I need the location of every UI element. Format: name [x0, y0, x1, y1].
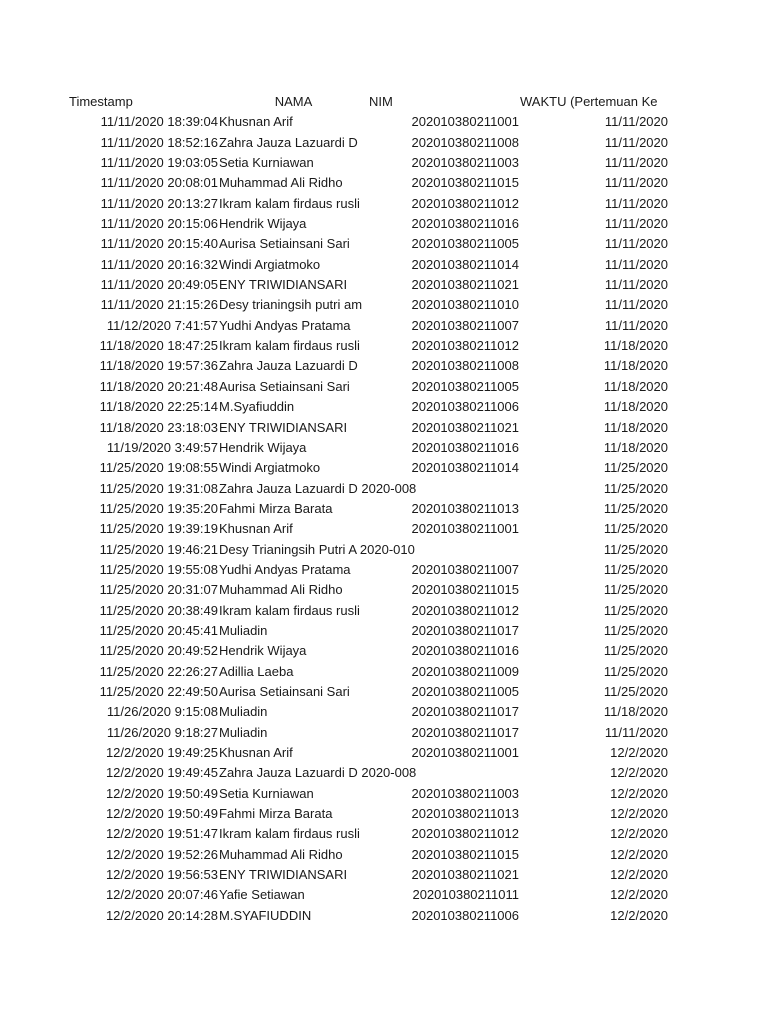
- table-row: [0, 601, 768, 621]
- cell-nim: 202010380211014: [411, 460, 519, 476]
- cell-nama: Aurisa Setiainsani Sari: [219, 683, 350, 699]
- cell-timestamp: 12/2/2020 19:49:25: [105, 745, 218, 760]
- table-row: [0, 804, 768, 824]
- table-row: [0, 133, 768, 153]
- table-body: [0, 112, 768, 926]
- cell-nim: 202010380211016: [411, 439, 519, 455]
- cell-nama: Yudhi Andyas Pratama: [219, 317, 351, 333]
- table-row: [0, 865, 768, 885]
- table-row: [0, 540, 768, 560]
- cell-nama: Aurisa Setiainsani Sari: [219, 236, 350, 252]
- cell-nama: Zahra Jauza Lazuardi D: [219, 134, 358, 150]
- cell-nama: Ikram kalam firdaus rusli: [219, 338, 360, 354]
- cell-nama: Setia Kurniawan: [219, 785, 314, 801]
- cell-nama: Desy Trianingsih Putri A 2020-010: [219, 541, 415, 557]
- cell-nama: Hendrik Wijaya: [219, 439, 307, 455]
- cell-nim: 202010380211012: [411, 826, 519, 842]
- cell-waktu: 11/25/2020: [603, 541, 668, 557]
- cell-timestamp: 12/2/2020 19:50:49: [105, 785, 218, 801]
- cell-waktu: 11/11/2020: [604, 277, 668, 293]
- cell-timestamp: 12/2/2020 19:51:47: [105, 826, 218, 842]
- cell-timestamp: 11/18/2020 19:57:36: [99, 358, 218, 374]
- cell-waktu: 11/18/2020: [603, 338, 668, 354]
- cell-nim: 202010380211015: [411, 846, 519, 862]
- cell-timestamp: 11/11/2020 20:15:40: [100, 236, 218, 252]
- table-row: [0, 580, 768, 600]
- cell-nim: 202010380211008: [411, 134, 519, 150]
- cell-timestamp: 12/2/2020 19:52:26: [105, 846, 218, 862]
- cell-timestamp: 11/25/2020 20:38:49: [99, 602, 218, 618]
- header-nim: NIM: [369, 94, 393, 109]
- cell-nim: 202010380211006: [411, 907, 519, 923]
- table-row: [0, 356, 768, 376]
- cell-nim: 202010380211021: [411, 277, 519, 293]
- cell-timestamp: 11/11/2020 19:03:05: [100, 155, 218, 171]
- cell-timestamp: 12/2/2020 19:49:45: [105, 765, 218, 781]
- cell-waktu: 11/25/2020: [603, 521, 668, 537]
- cell-nama: Fahmi Mirza Barata: [219, 500, 333, 516]
- cell-nim: 202010380211014: [411, 256, 519, 272]
- cell-nim: 202010380211005: [411, 683, 519, 699]
- table-row: [0, 112, 768, 132]
- cell-timestamp: 11/11/2020 20:13:27: [100, 195, 218, 211]
- table-row: [0, 824, 768, 844]
- cell-nama: Windi Argiatmoko: [219, 256, 321, 272]
- cell-timestamp: 11/25/2020 19:46:21: [99, 541, 218, 557]
- cell-nim: 202010380211017: [411, 622, 519, 638]
- cell-nim: 202010380211021: [411, 419, 519, 435]
- cell-waktu: 12/2/2020: [610, 907, 668, 923]
- cell-timestamp: 11/11/2020 18:52:16: [100, 134, 218, 150]
- cell-timestamp: 11/25/2020 20:49:52: [99, 643, 218, 659]
- cell-nama: Zahra Jauza Lazuardi D 2020-008: [219, 765, 417, 781]
- cell-nim: 202010380211013: [411, 500, 519, 516]
- cell-nama: Ikram kalam firdaus rusli: [219, 195, 360, 211]
- cell-nim: 202010380211009: [411, 663, 519, 679]
- cell-nama: Zahra Jauza Lazuardi D 2020-008: [219, 480, 417, 496]
- cell-nim: 202010380211015: [411, 582, 519, 598]
- cell-waktu: 11/18/2020: [603, 378, 668, 394]
- cell-waktu: 11/11/2020: [604, 175, 668, 191]
- cell-nim: 202010380211016: [411, 643, 519, 659]
- cell-nim: 202010380211011: [412, 887, 519, 903]
- cell-waktu: 12/2/2020: [610, 785, 668, 801]
- cell-timestamp: 11/25/2020 19:35:20: [99, 500, 218, 516]
- cell-nim: 202010380211003: [411, 155, 519, 171]
- cell-waktu: 11/11/2020: [604, 724, 668, 740]
- table-row: [0, 234, 768, 254]
- cell-nama: Muhammad Ali Ridho: [219, 846, 343, 862]
- cell-waktu: 12/2/2020: [610, 765, 668, 781]
- cell-waktu: 11/25/2020: [603, 602, 668, 618]
- table-row: [0, 641, 768, 661]
- header-timestamp: Timestamp: [69, 94, 133, 109]
- table-row: [0, 397, 768, 417]
- header-nama: NAMA: [274, 94, 313, 109]
- cell-nim: 202010380211005: [411, 378, 519, 394]
- cell-nim: 202010380211017: [411, 724, 519, 740]
- cell-waktu: 11/11/2020: [604, 236, 668, 252]
- cell-waktu: 11/11/2020: [604, 256, 668, 272]
- cell-nim: 202010380211021: [411, 867, 519, 883]
- cell-waktu: 11/18/2020: [603, 704, 668, 720]
- cell-waktu: 11/25/2020: [603, 663, 668, 679]
- attendance-sheet: [0, 92, 768, 926]
- cell-waktu: 11/11/2020: [604, 134, 668, 150]
- cell-timestamp: 11/18/2020 22:25:14: [99, 399, 218, 415]
- cell-nama: Aurisa Setiainsani Sari: [219, 378, 350, 394]
- cell-timestamp: 11/25/2020 22:26:27: [99, 663, 218, 679]
- cell-nim: 202010380211012: [411, 195, 519, 211]
- cell-timestamp: 11/25/2020 19:39:19: [99, 521, 218, 537]
- cell-timestamp: 11/11/2020 21:15:26: [100, 297, 218, 313]
- cell-waktu: 11/25/2020: [603, 683, 668, 699]
- table-row: [0, 214, 768, 234]
- header-row: [0, 92, 768, 112]
- cell-waktu: 12/2/2020: [610, 887, 668, 903]
- cell-waktu: 11/18/2020: [603, 419, 668, 435]
- cell-timestamp: 12/2/2020 19:50:49: [105, 806, 218, 822]
- cell-waktu: 11/25/2020: [603, 582, 668, 598]
- cell-nama: Hendrik Wijaya: [219, 643, 307, 659]
- cell-nim: 202010380211013: [411, 806, 519, 822]
- cell-timestamp: 11/25/2020 19:31:08: [99, 480, 218, 496]
- cell-waktu: 11/11/2020: [604, 297, 668, 313]
- cell-nama: M.SYAFIUDDIN: [219, 907, 312, 923]
- cell-nim: 202010380211017: [411, 704, 519, 720]
- cell-waktu: 11/25/2020: [603, 480, 668, 496]
- cell-timestamp: 12/2/2020 19:56:53: [105, 867, 218, 883]
- table-row: [0, 255, 768, 275]
- table-row: [0, 743, 768, 763]
- cell-nama: Muliadin: [219, 704, 268, 720]
- cell-nama: Yafie Setiawan: [219, 887, 305, 903]
- cell-timestamp: 11/19/2020 3:49:57: [106, 439, 218, 455]
- table-row: [0, 519, 768, 539]
- table-row: [0, 702, 768, 722]
- cell-nama: Muliadin: [219, 724, 268, 740]
- cell-waktu: 11/11/2020: [604, 114, 668, 130]
- cell-nama: Khusnan Arif: [219, 521, 293, 537]
- cell-nama: Desy trianingsih putri am: [219, 297, 363, 313]
- cell-waktu: 11/11/2020: [604, 317, 668, 333]
- cell-nama: Muliadin: [219, 622, 268, 638]
- table-row: [0, 885, 768, 905]
- cell-nim: 202010380211003: [411, 785, 519, 801]
- cell-nama: M.Syafiuddin: [219, 399, 295, 415]
- table-row: [0, 275, 768, 295]
- cell-waktu: 11/25/2020: [603, 500, 668, 516]
- cell-nim: 202010380211001: [411, 114, 519, 130]
- table-row: [0, 479, 768, 499]
- table-row: [0, 560, 768, 580]
- cell-timestamp: 11/25/2020 20:31:07: [99, 582, 218, 598]
- cell-waktu: 11/11/2020: [604, 195, 668, 211]
- table-row: [0, 682, 768, 702]
- cell-nim: 202010380211008: [411, 358, 519, 374]
- cell-nama: Hendrik Wijaya: [219, 216, 307, 232]
- cell-timestamp: 11/26/2020 9:18:27: [106, 724, 218, 740]
- cell-timestamp: 11/25/2020 22:49:50: [99, 683, 218, 699]
- cell-waktu: 11/25/2020: [603, 622, 668, 638]
- cell-timestamp: 11/25/2020 19:55:08: [99, 561, 218, 577]
- table-row: [0, 438, 768, 458]
- table-row: [0, 173, 768, 193]
- table-row: [0, 336, 768, 356]
- table-row: [0, 295, 768, 315]
- table-row: [0, 662, 768, 682]
- cell-nim: 202010380211005: [411, 236, 519, 252]
- cell-nama: Adillia Laeba: [219, 663, 294, 679]
- cell-waktu: 11/25/2020: [603, 460, 668, 476]
- cell-nama: Fahmi Mirza Barata: [219, 806, 333, 822]
- table-row: [0, 499, 768, 519]
- cell-timestamp: 12/2/2020 20:07:46: [105, 887, 218, 903]
- table-row: [0, 784, 768, 804]
- cell-timestamp: 11/12/2020 7:41:57: [106, 317, 218, 333]
- cell-waktu: 12/2/2020: [610, 867, 668, 883]
- table-row: [0, 194, 768, 214]
- cell-timestamp: 11/11/2020 20:15:06: [100, 216, 218, 232]
- cell-waktu: 12/2/2020: [610, 846, 668, 862]
- cell-waktu: 12/2/2020: [610, 806, 668, 822]
- cell-nim: 202010380211012: [411, 338, 519, 354]
- cell-timestamp: 11/18/2020 23:18:03: [99, 419, 218, 435]
- table-row: [0, 723, 768, 743]
- cell-nim: 202010380211016: [411, 216, 519, 232]
- cell-waktu: 12/2/2020: [610, 826, 668, 842]
- cell-nim: 202010380211007: [411, 317, 519, 333]
- cell-timestamp: 11/26/2020 9:15:08: [106, 704, 218, 720]
- cell-nama: Ikram kalam firdaus rusli: [219, 826, 360, 842]
- cell-waktu: 11/18/2020: [603, 358, 668, 374]
- cell-nama: Khusnan Arif: [219, 114, 293, 130]
- cell-waktu: 12/2/2020: [610, 745, 668, 760]
- cell-nim: 202010380211007: [411, 561, 519, 577]
- cell-nim: 202010380211012: [411, 602, 519, 618]
- table-row: [0, 458, 768, 478]
- cell-waktu: 11/25/2020: [603, 643, 668, 659]
- cell-timestamp: 11/11/2020 18:39:04: [100, 114, 218, 130]
- cell-nama: Zahra Jauza Lazuardi D: [219, 358, 358, 374]
- cell-nama: Yudhi Andyas Pratama: [219, 561, 351, 577]
- cell-waktu: 11/18/2020: [603, 399, 668, 415]
- cell-timestamp: 11/11/2020 20:49:05: [100, 277, 218, 293]
- table-row: [0, 763, 768, 783]
- cell-timestamp: 11/25/2020 20:45:41: [99, 622, 218, 638]
- cell-nim: 202010380211001: [411, 745, 519, 760]
- cell-nama: Setia Kurniawan: [219, 155, 314, 171]
- cell-nim: 202010380211006: [411, 399, 519, 415]
- cell-timestamp: 11/11/2020 20:16:32: [100, 256, 218, 272]
- cell-nama: ENY TRIWIDIANSARI: [219, 419, 348, 435]
- table-row: [0, 316, 768, 336]
- table-row: [0, 621, 768, 641]
- table-row: [0, 377, 768, 397]
- cell-nama: Muhammad Ali Ridho: [219, 175, 343, 191]
- cell-waktu: 11/11/2020: [604, 155, 668, 171]
- table-row: [0, 153, 768, 173]
- cell-waktu: 11/11/2020: [604, 216, 668, 232]
- cell-nama: ENY TRIWIDIANSARI: [219, 277, 348, 293]
- cell-waktu: 11/25/2020: [603, 561, 668, 577]
- header-waktu: WAKTU (Pertemuan Ke: [520, 94, 658, 109]
- cell-timestamp: 11/25/2020 19:08:55: [99, 460, 218, 476]
- cell-waktu: 11/18/2020: [603, 439, 668, 455]
- cell-nama: Muhammad Ali Ridho: [219, 582, 343, 598]
- cell-timestamp: 11/18/2020 18:47:25: [99, 338, 218, 354]
- table-row: [0, 418, 768, 438]
- cell-nim: 202010380211010: [411, 297, 519, 313]
- table-row: [0, 906, 768, 926]
- cell-nama: ENY TRIWIDIANSARI: [219, 867, 348, 883]
- cell-nim: 202010380211001: [411, 521, 519, 537]
- cell-nama: Khusnan Arif: [219, 745, 293, 760]
- table-row: [0, 845, 768, 865]
- cell-timestamp: 12/2/2020 20:14:28: [105, 907, 218, 923]
- cell-nama: Windi Argiatmoko: [219, 460, 321, 476]
- cell-timestamp: 11/11/2020 20:08:01: [100, 175, 218, 191]
- cell-timestamp: 11/18/2020 20:21:48: [99, 378, 218, 394]
- cell-nama: Ikram kalam firdaus rusli: [219, 602, 360, 618]
- cell-nim: 202010380211015: [411, 175, 519, 191]
